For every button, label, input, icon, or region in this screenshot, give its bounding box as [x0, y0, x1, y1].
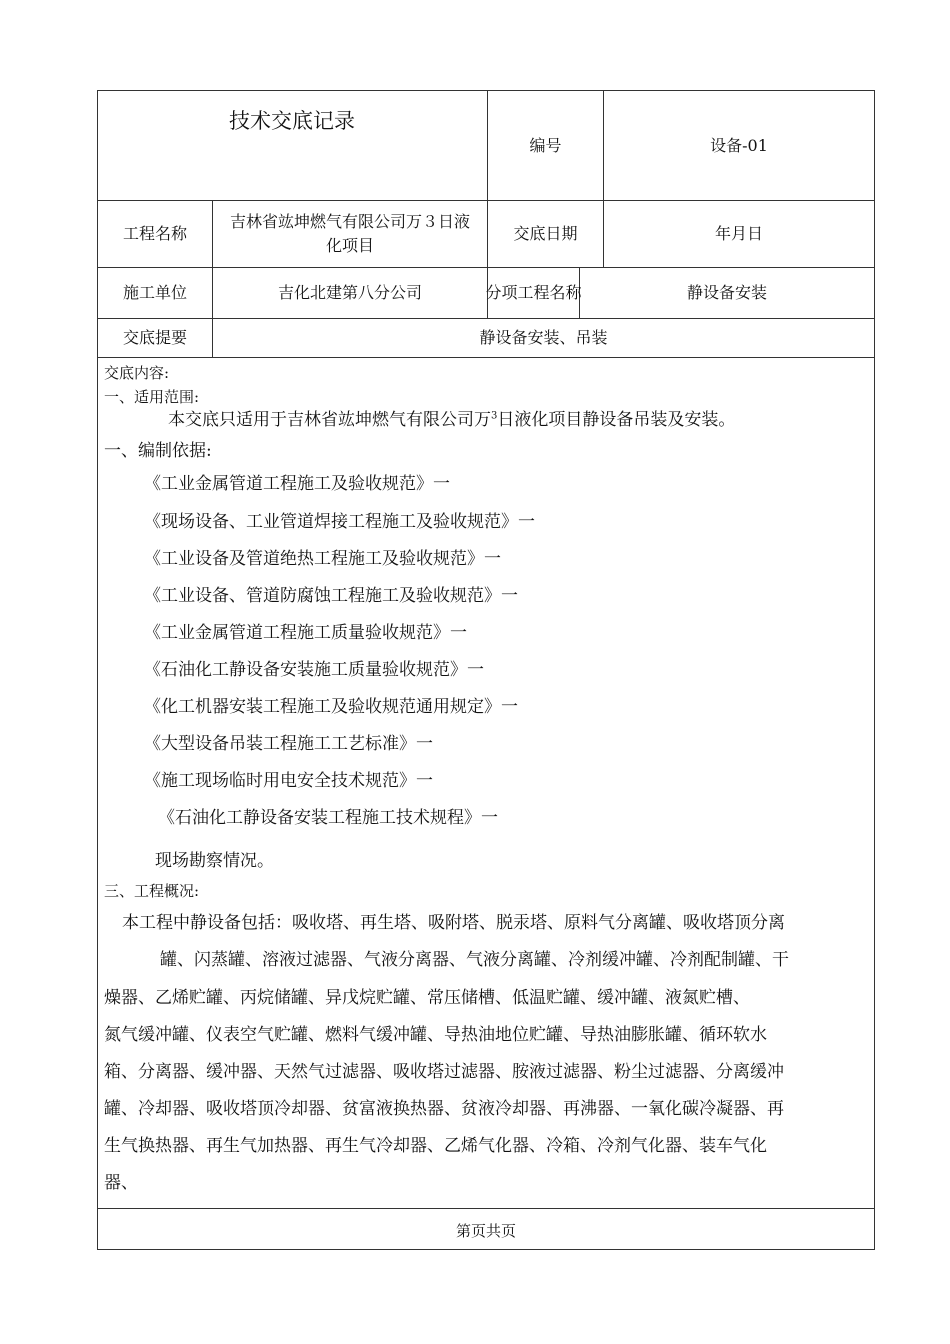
- overview-line: 罐、闪蒸罐、溶液过滤器、气液分离器、气液分离罐、冷剂缓冲罐、冷剂配制罐、干: [160, 950, 789, 970]
- basis-item: 《工业设备及管道绝热工程施工及验收规范》一: [144, 549, 501, 569]
- scope-heading: 一、适用范围:: [104, 388, 200, 406]
- date-label: 交底日期: [513, 224, 578, 243]
- overview-line: 箱、分离器、缓冲器、天然气过滤器、吸收塔过滤器、胺液过滤器、粉尘过滤器、分离缓冲: [104, 1062, 784, 1082]
- scope-text-superscript: 3: [491, 410, 498, 422]
- grid-line: [97, 1208, 875, 1209]
- overview-line: 氮气缓冲罐、仪表空气贮罐、燃料气缓冲罐、导热油地位贮罐、导热油膨胀罐、循环软水: [104, 1025, 767, 1045]
- contractor-value: 吉化北建第八分公司: [277, 283, 422, 302]
- basis-item: 《施工现场临时用电安全技术规范》一: [144, 771, 433, 791]
- grid-line: [97, 357, 875, 358]
- overview-line: 燥器、乙烯贮罐、丙烷储罐、异戊烷贮罐、常压储槽、低温贮罐、缓冲罐、液氮贮槽、: [104, 988, 750, 1008]
- overview-line: 本工程中静设备包括：吸收塔、再生塔、吸附塔、脱汞塔、原料气分离罐、吸收塔顶分离: [122, 913, 785, 933]
- basis-heading: 一、编制依据:: [104, 441, 212, 461]
- scope-text: [168, 405, 735, 430]
- overview-line: 生气换热器、再生气加热器、再生气冷却器、乙烯气化器、冷箱、冷剂气化器、装车气化: [104, 1136, 767, 1156]
- scope-text-part: 本交底只适用于吉林省竑坤燃气有限公司万: [168, 410, 491, 430]
- page-title: 技术交底记录: [229, 109, 355, 133]
- site-survey: 现场勘察情况。: [155, 851, 274, 871]
- content-heading: 交底内容:: [104, 364, 170, 382]
- overview-line: 器、: [104, 1173, 138, 1193]
- number-value: 设备-01: [710, 135, 768, 155]
- scope-text-part: 日液化项目静设备吊装及安装。: [497, 410, 736, 430]
- subproject-value: 静设备安装: [686, 283, 767, 302]
- number-label: 编号: [529, 135, 562, 155]
- overview-line: 罐、冷却器、吸收塔顶冷却器、贫富液换热器、贫液冷却器、再沸器、一氧化碳冷凝器、再: [104, 1099, 784, 1119]
- basis-item: 《石油化工静设备安装施工质量验收规范》一: [144, 660, 484, 680]
- project-name-label: 工程名称: [122, 224, 187, 243]
- basis-item: 《大型设备吊装工程施工工艺标准》一: [144, 734, 433, 754]
- basis-item: 《工业金属管道工程施工及验收规范》一: [144, 474, 450, 494]
- basis-item: 《化工机器安装工程施工及验收规范通用规定》一: [144, 697, 518, 717]
- summary-label: 交底提要: [122, 328, 187, 347]
- date-value: 年月日: [714, 224, 763, 243]
- basis-item: 《石油化工静设备安装工程施工技术规程》一: [158, 808, 498, 828]
- page-footer: 第页共页: [455, 1222, 516, 1240]
- contractor-label: 施工单位: [122, 283, 187, 302]
- basis-item: 《工业金属管道工程施工质量验收规范》一: [144, 623, 467, 643]
- basis-item: 《工业设备、管道防腐蚀工程施工及验收规范》一: [144, 586, 518, 606]
- project-name-value: 吉林省竑坤燃气有限公司万３日液化项目: [229, 212, 470, 255]
- basis-item: 《现场设备、工业管道焊接工程施工及验收规范》一: [144, 512, 535, 532]
- overview-heading: 三、工程概况:: [104, 882, 200, 900]
- subproject-label: 分项工程名称: [485, 283, 582, 302]
- summary-value: 静设备安装、吊装: [479, 328, 608, 347]
